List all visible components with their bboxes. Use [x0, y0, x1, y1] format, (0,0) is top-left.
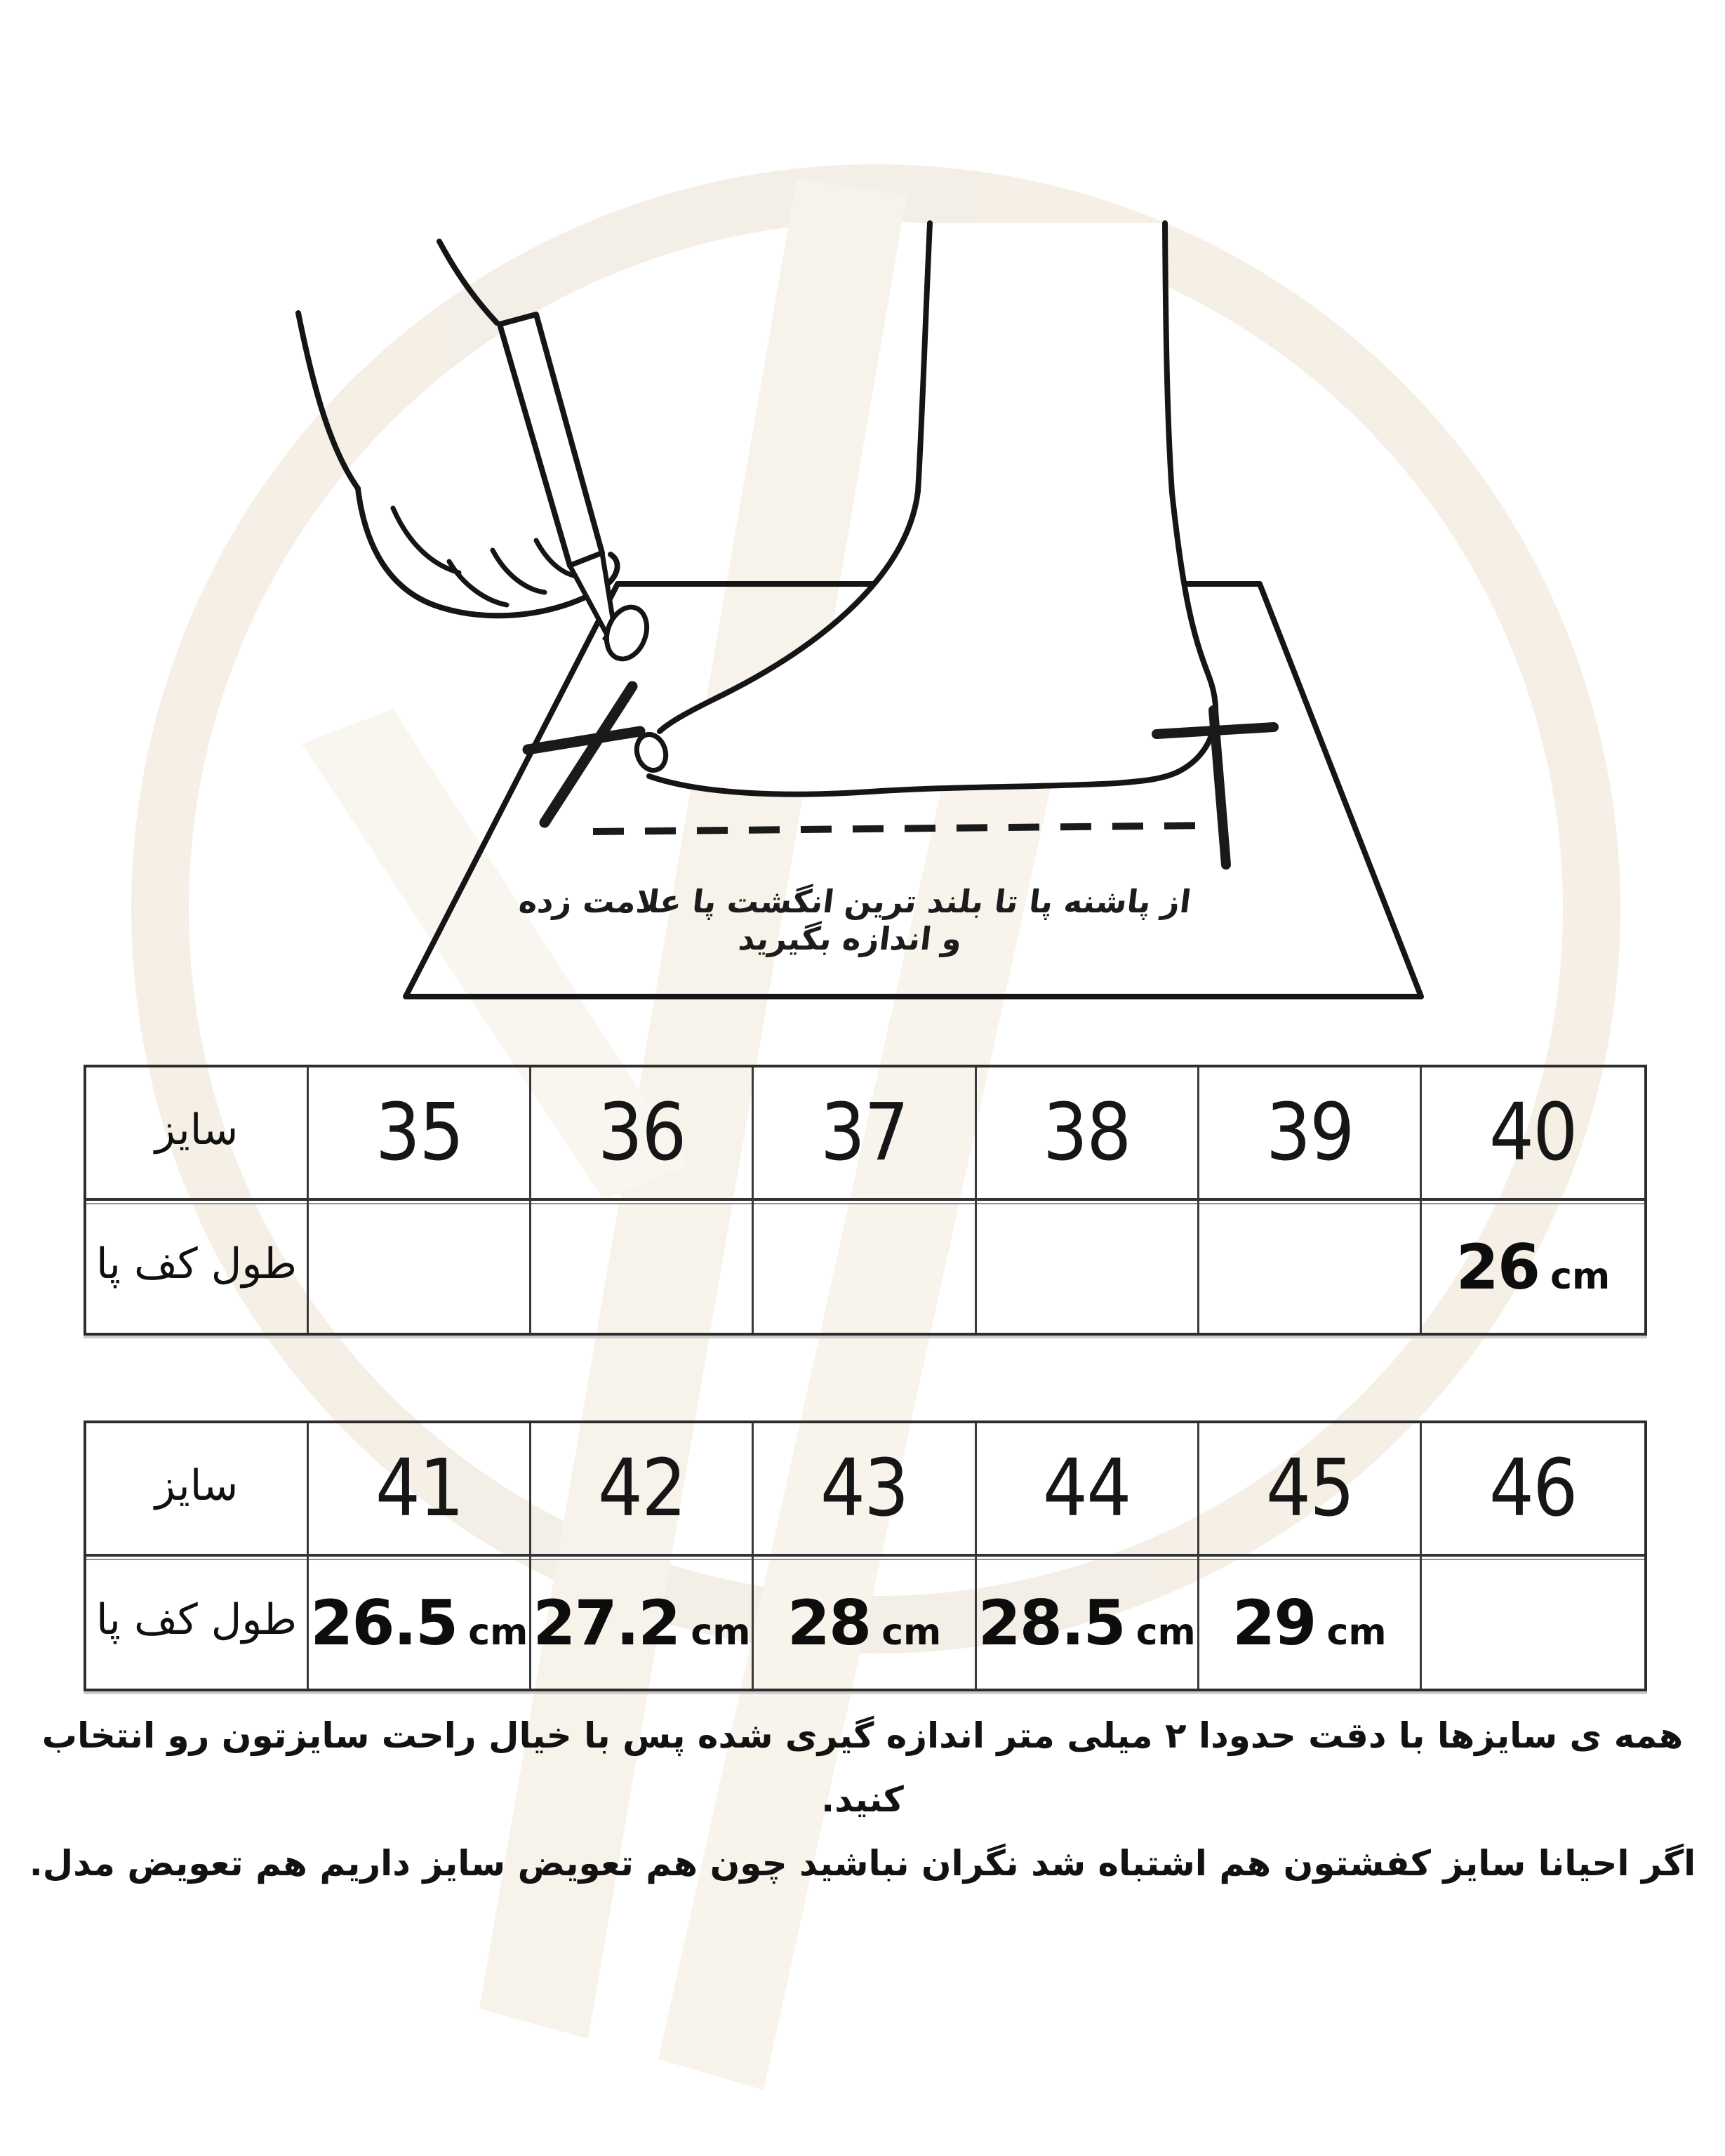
- measure-dashed-line: [593, 825, 1213, 832]
- illustration-caption: از پاشنه پا تا بلند ترین انگشت پا علامت زده و اندازه بگیرید: [517, 883, 1194, 957]
- size-cell: 43: [754, 1423, 976, 1554]
- size-cell: 42: [531, 1423, 754, 1554]
- length-cell: [1199, 1198, 1422, 1333]
- footnote-line-1: همه ی سایزها با دقت حدودا ۲ میلی متر اندازه گیری شده پس با خیال راحت سایزتون رو انتخاب کنید.: [41, 1715, 1684, 1820]
- length-cell: 27.2 cm: [531, 1554, 754, 1689]
- size-cell: 35: [309, 1067, 531, 1198]
- arm-inner-line: [439, 241, 497, 323]
- size-cell: 46: [1489, 1443, 1577, 1534]
- length-cell: [531, 1198, 754, 1333]
- arm-outer-line: [298, 313, 358, 488]
- size-cell: 45: [1199, 1423, 1422, 1554]
- length-cell: [309, 1198, 531, 1333]
- heel-mark-x: [1157, 710, 1274, 865]
- foot-fill: [647, 223, 1213, 792]
- size-header-label: سایز: [86, 1423, 309, 1554]
- footnote-line-2: اگر احیانا سایز کفشتون هم اشتباه شد نگران نباشید چون هم تعویض سایز داریم هم تعویض مدل.: [29, 1843, 1696, 1884]
- size-cell: 41: [309, 1423, 531, 1554]
- length-cell: [754, 1198, 976, 1333]
- size-table-41-46: [84, 1420, 1647, 1691]
- size-header-label: سایز: [86, 1067, 309, 1198]
- length-cell: 28 cm: [754, 1554, 976, 1689]
- size-cell: 38: [977, 1067, 1199, 1198]
- length-header-label: طول کف پا: [86, 1198, 309, 1333]
- length-cell: [1422, 1554, 1644, 1689]
- size-cell: 37: [754, 1067, 976, 1198]
- size-cell: 40: [1489, 1087, 1577, 1178]
- length-cell: 26.5 cm: [309, 1554, 531, 1689]
- length-cell: [977, 1198, 1199, 1333]
- length-cell: 26 cm: [1422, 1198, 1644, 1333]
- length-header-label: طول کف پا: [86, 1554, 309, 1689]
- length-cell: 29 cm: [1199, 1554, 1422, 1689]
- size-cell: 39: [1199, 1067, 1422, 1198]
- length-cell: 28.5 cm: [977, 1554, 1199, 1689]
- size-cell: 36: [531, 1067, 754, 1198]
- footnote: [0, 1704, 1725, 1896]
- toe-mark-x: [528, 686, 640, 823]
- size-cell: 44: [977, 1423, 1199, 1554]
- size-table-35-40: [84, 1065, 1647, 1336]
